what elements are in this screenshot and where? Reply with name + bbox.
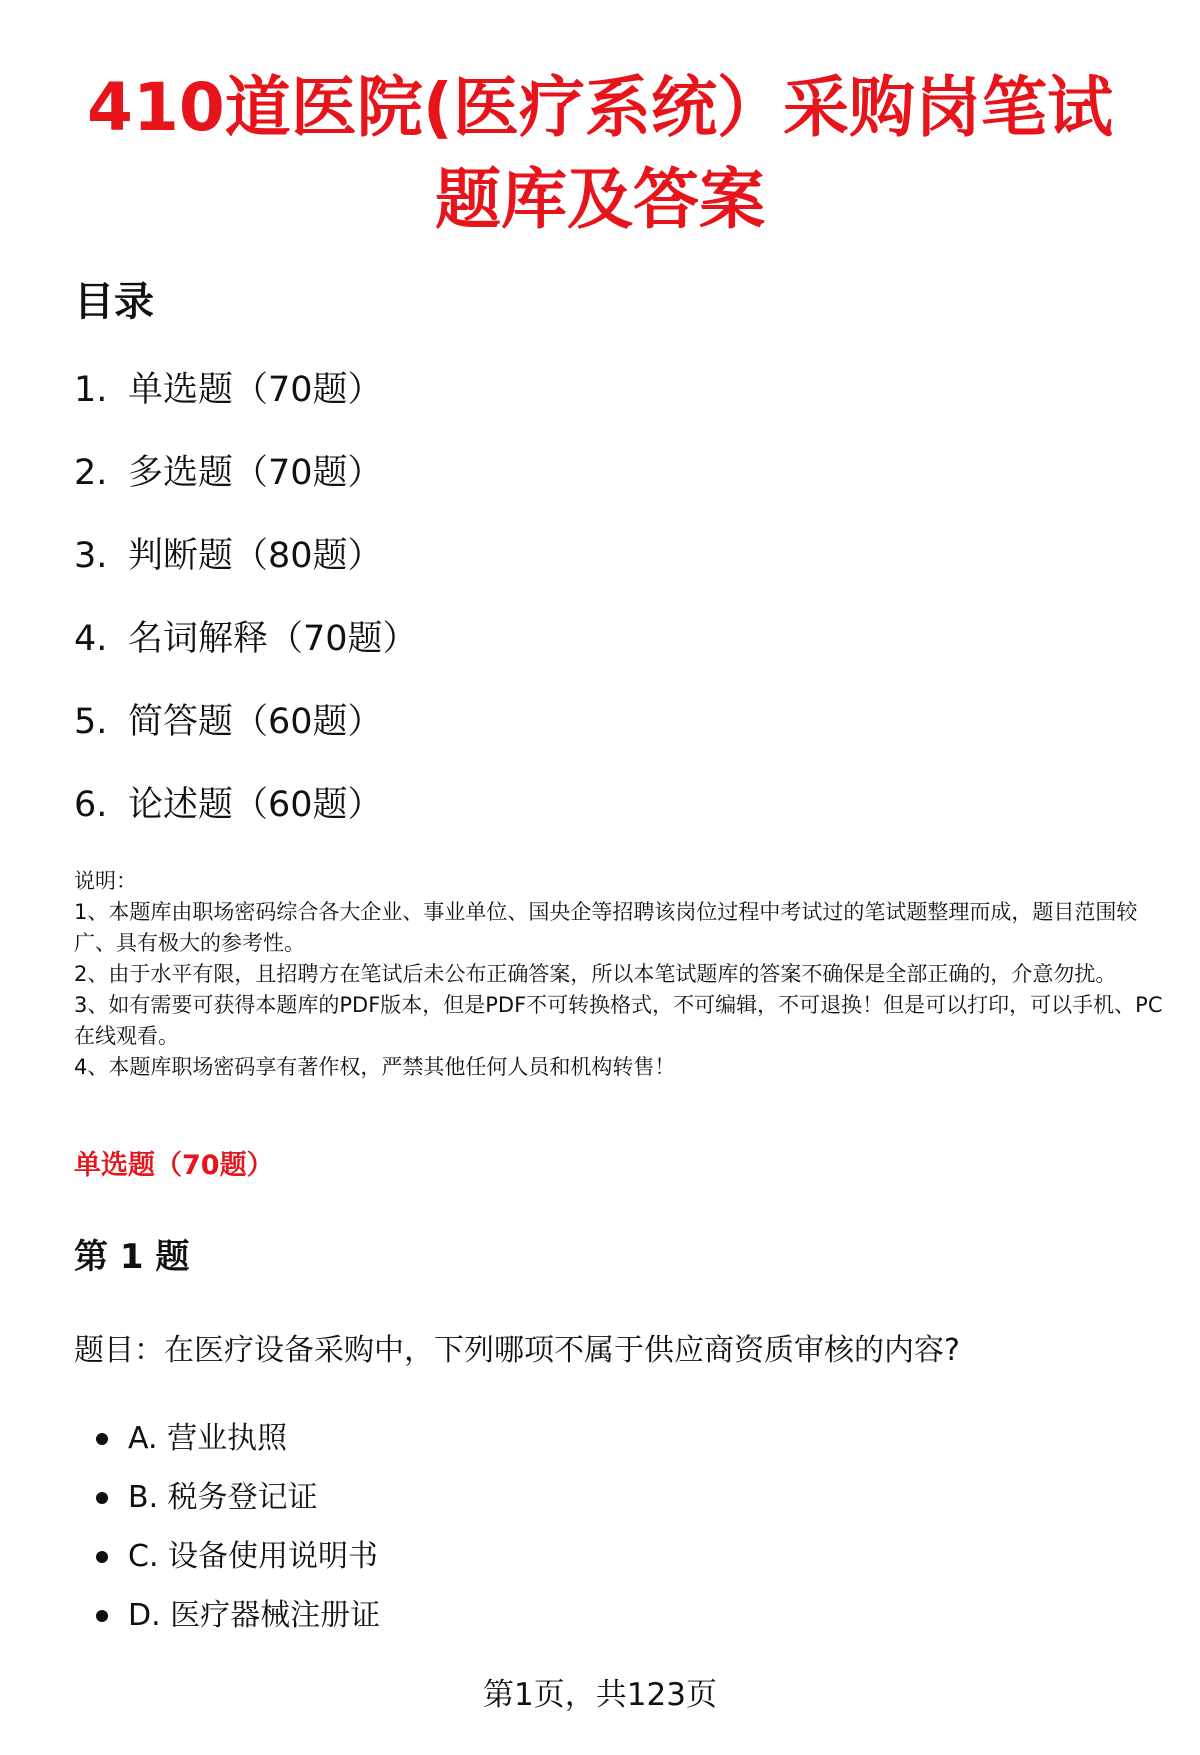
section-heading: 单选题（70题） <box>74 1150 274 1181</box>
bullet-icon <box>96 1433 108 1445</box>
toc-item-essay[interactable] <box>74 775 418 858</box>
toc-item-label: 多选题（70题） <box>128 453 383 493</box>
question-text: 题目：在医疗设备采购中，下列哪项不属于供应商资质审核的内容? <box>74 1333 960 1368</box>
toc-item-true-false[interactable] <box>74 526 418 609</box>
question-number: 第 1 题 <box>74 1237 190 1277</box>
option-a <box>96 1416 380 1475</box>
note-item: 1、本题库由职场密码综合各大企业、事业单位、国央企等招聘该岗位过程中考试过的笔试题整理而成，题目范围较广、具有极大的参考性。 <box>74 900 1138 955</box>
option-d <box>96 1593 380 1652</box>
toc-item-term-definition[interactable] <box>74 609 418 692</box>
toc-item-number: 2. <box>74 453 108 493</box>
toc-heading: 目录 <box>74 279 154 325</box>
toc-item-single-choice[interactable] <box>74 360 418 443</box>
question-options <box>96 1416 380 1652</box>
notes-block <box>74 866 1164 1083</box>
bullet-icon <box>96 1492 108 1504</box>
toc-item-short-answer[interactable] <box>74 692 418 775</box>
page-footer: 第1页，共123页 <box>483 1677 717 1713</box>
toc-item-multiple-choice[interactable] <box>74 443 418 526</box>
toc-item-number: 3. <box>74 536 108 576</box>
toc-item-label: 单选题（70题） <box>128 370 383 410</box>
option-label: B. 税务登记证 <box>128 1480 318 1515</box>
option-label: D. 医疗器械注册证 <box>128 1598 381 1633</box>
note-item: 4、本题库职场密码享有著作权，严禁其他任何人员和机构转售！ <box>74 1055 676 1079</box>
toc-item-number: 6. <box>74 785 108 825</box>
toc-item-label: 名词解释（70题） <box>128 619 418 659</box>
toc-item-number: 1. <box>74 370 108 410</box>
toc-item-label: 简答题（60题） <box>128 702 383 742</box>
toc-list <box>74 360 418 858</box>
toc-item-number: 5. <box>74 702 108 742</box>
option-label: C. 设备使用说明书 <box>128 1539 379 1574</box>
toc-item-label: 论述题（60题） <box>128 785 383 825</box>
document-title: 410道医院(医疗系统）采购岗笔试题库及答案 <box>87 69 1113 238</box>
option-label: A. 营业执照 <box>128 1421 288 1456</box>
toc-item-number: 4. <box>74 619 108 659</box>
note-item: 2、由于水平有限，且招聘方在笔试后未公布正确答案，所以本笔试题库的答案不确保是全部正确的，介意勿扰。 <box>74 962 1117 986</box>
notes-heading: 说明： <box>74 869 137 893</box>
option-c <box>96 1534 380 1593</box>
bullet-icon <box>96 1610 108 1622</box>
bullet-icon <box>96 1551 108 1563</box>
toc-item-label: 判断题（80题） <box>128 536 383 576</box>
option-b <box>96 1475 380 1534</box>
note-item: 3、如有需要可获得本题库的PDF版本，但是PDF不可转换格式，不可编辑，不可退换！但是可以打印，可以手机、PC在线观看。 <box>74 993 1163 1048</box>
